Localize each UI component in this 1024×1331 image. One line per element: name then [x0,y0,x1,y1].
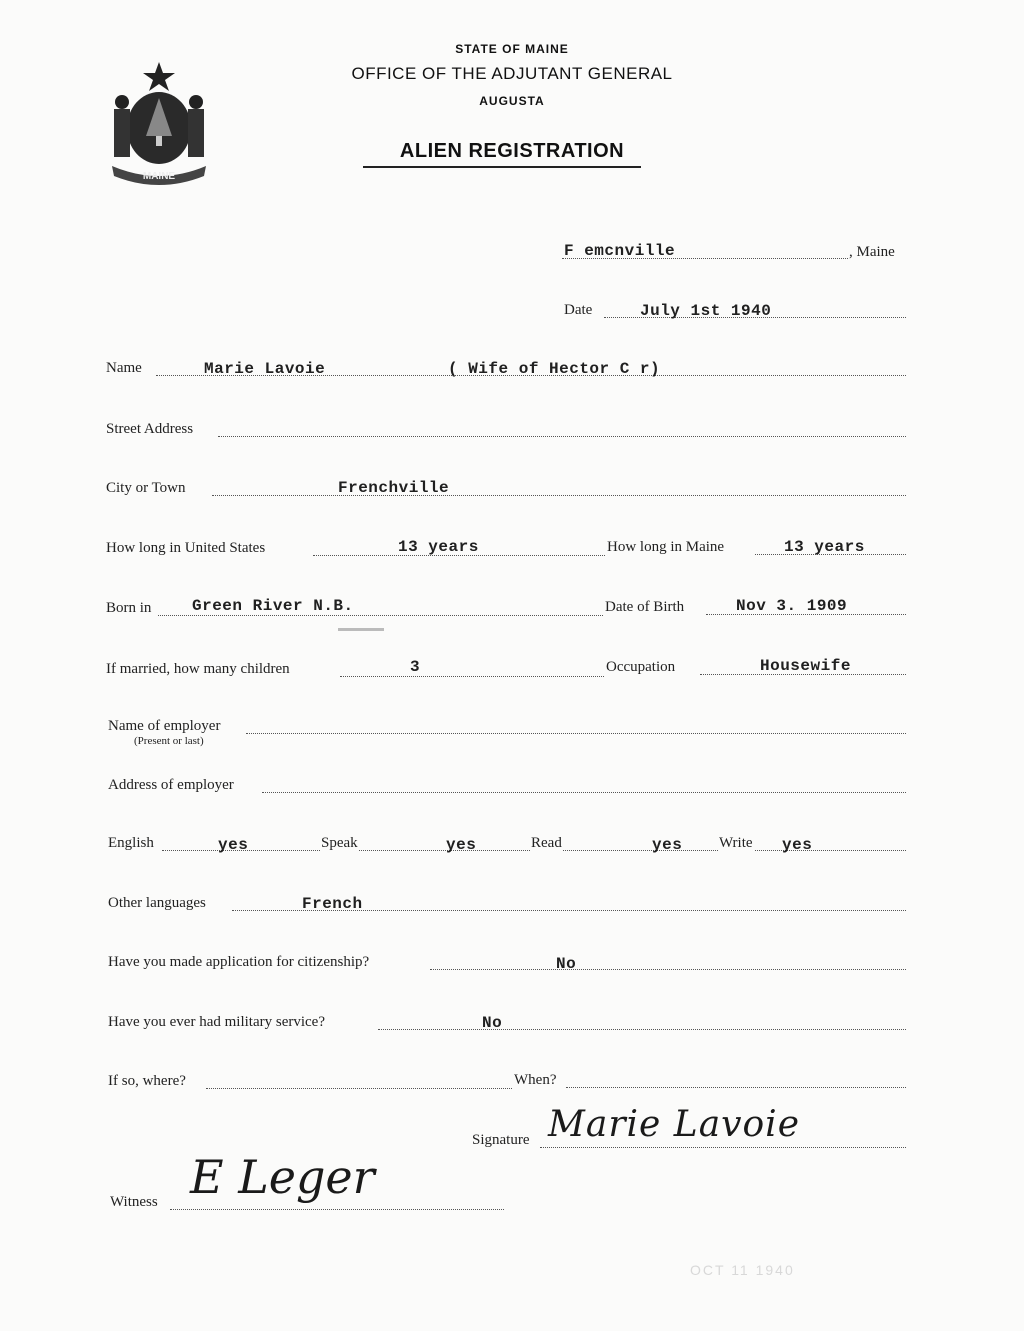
when-label: When? [514,1072,557,1088]
dob-label: Date of Birth [605,599,685,615]
speak-label: Speak [321,835,358,851]
city-value: Frenchville [338,479,450,497]
military-label: Have you ever had military service? [108,1014,325,1030]
city-label: City or Town [106,480,186,496]
citizenship-value: No [556,955,577,973]
where-line [206,1088,512,1089]
children-value: 3 [410,658,421,676]
occupation-value: Housewife [760,657,851,675]
street-label: Street Address [106,421,194,437]
title-underline [363,166,641,168]
where-label: If so, where? [108,1073,186,1089]
faint-date-stamp: OCT 11 1940 [690,1262,795,1278]
us-duration-label: How long in United States [106,540,266,556]
born-value: Green River N.B. [192,597,354,615]
seal-text: MAINE [142,171,176,182]
children-line [340,676,604,677]
speak-value: yes [446,836,477,854]
signature-label: Signature [472,1132,530,1148]
state-heading: STATE OF MAINE [455,42,569,56]
born-line [158,615,603,616]
witness-handwriting: E Leger [190,1150,375,1204]
city-line [212,495,906,496]
pencil-mark [338,628,384,631]
born-label: Born in [106,600,152,616]
children-label: If married, how many children [106,661,290,677]
when-line [566,1087,906,1088]
maine-duration-value: 13 years [784,538,865,556]
place-suffix: , Maine [849,244,895,260]
signature-handwriting: Marie Lavoie [548,1104,800,1145]
read-value: yes [652,836,683,854]
read-label: Read [531,835,562,851]
write-value: yes [782,836,813,854]
date-value: July 1st 1940 [640,302,772,320]
office-heading: OFFICE OF THE ADJUTANT GENERAL [351,64,673,83]
military-value: No [482,1014,503,1032]
signature-line [540,1147,906,1148]
write-label: Write [719,835,753,851]
city-heading: AUGUSTA [479,94,545,108]
employer-label: Name of employer [108,718,221,734]
other-languages-value: French [302,895,363,913]
employer-address-line [262,792,906,793]
witness-label: Witness [110,1194,158,1210]
maine-duration-label: How long in Maine [607,539,725,555]
form-title: ALIEN REGISTRATION [399,140,625,162]
employer-sublabel: (Present or last) [134,735,204,747]
name-label: Name [106,360,142,376]
citizenship-label: Have you made application for citizenship? [108,954,370,970]
english-label: English [108,835,154,851]
street-line [218,436,906,437]
employer-address-label: Address of employer [108,777,234,793]
name-value: Marie Lavoie [204,360,326,378]
place-value: F emcnville [564,242,676,260]
us-duration-value: 13 years [398,538,479,556]
citizenship-line [430,969,906,970]
employer-line [246,733,906,734]
military-line [378,1029,906,1030]
dob-value: Nov 3. 1909 [736,597,848,615]
other-languages-label: Other languages [108,895,206,911]
date-label: Date [564,302,593,318]
occupation-label: Occupation [606,659,676,675]
witness-line [170,1209,504,1210]
name-note: ( Wife of Hector C r) [448,360,661,378]
english-value: yes [218,836,249,854]
